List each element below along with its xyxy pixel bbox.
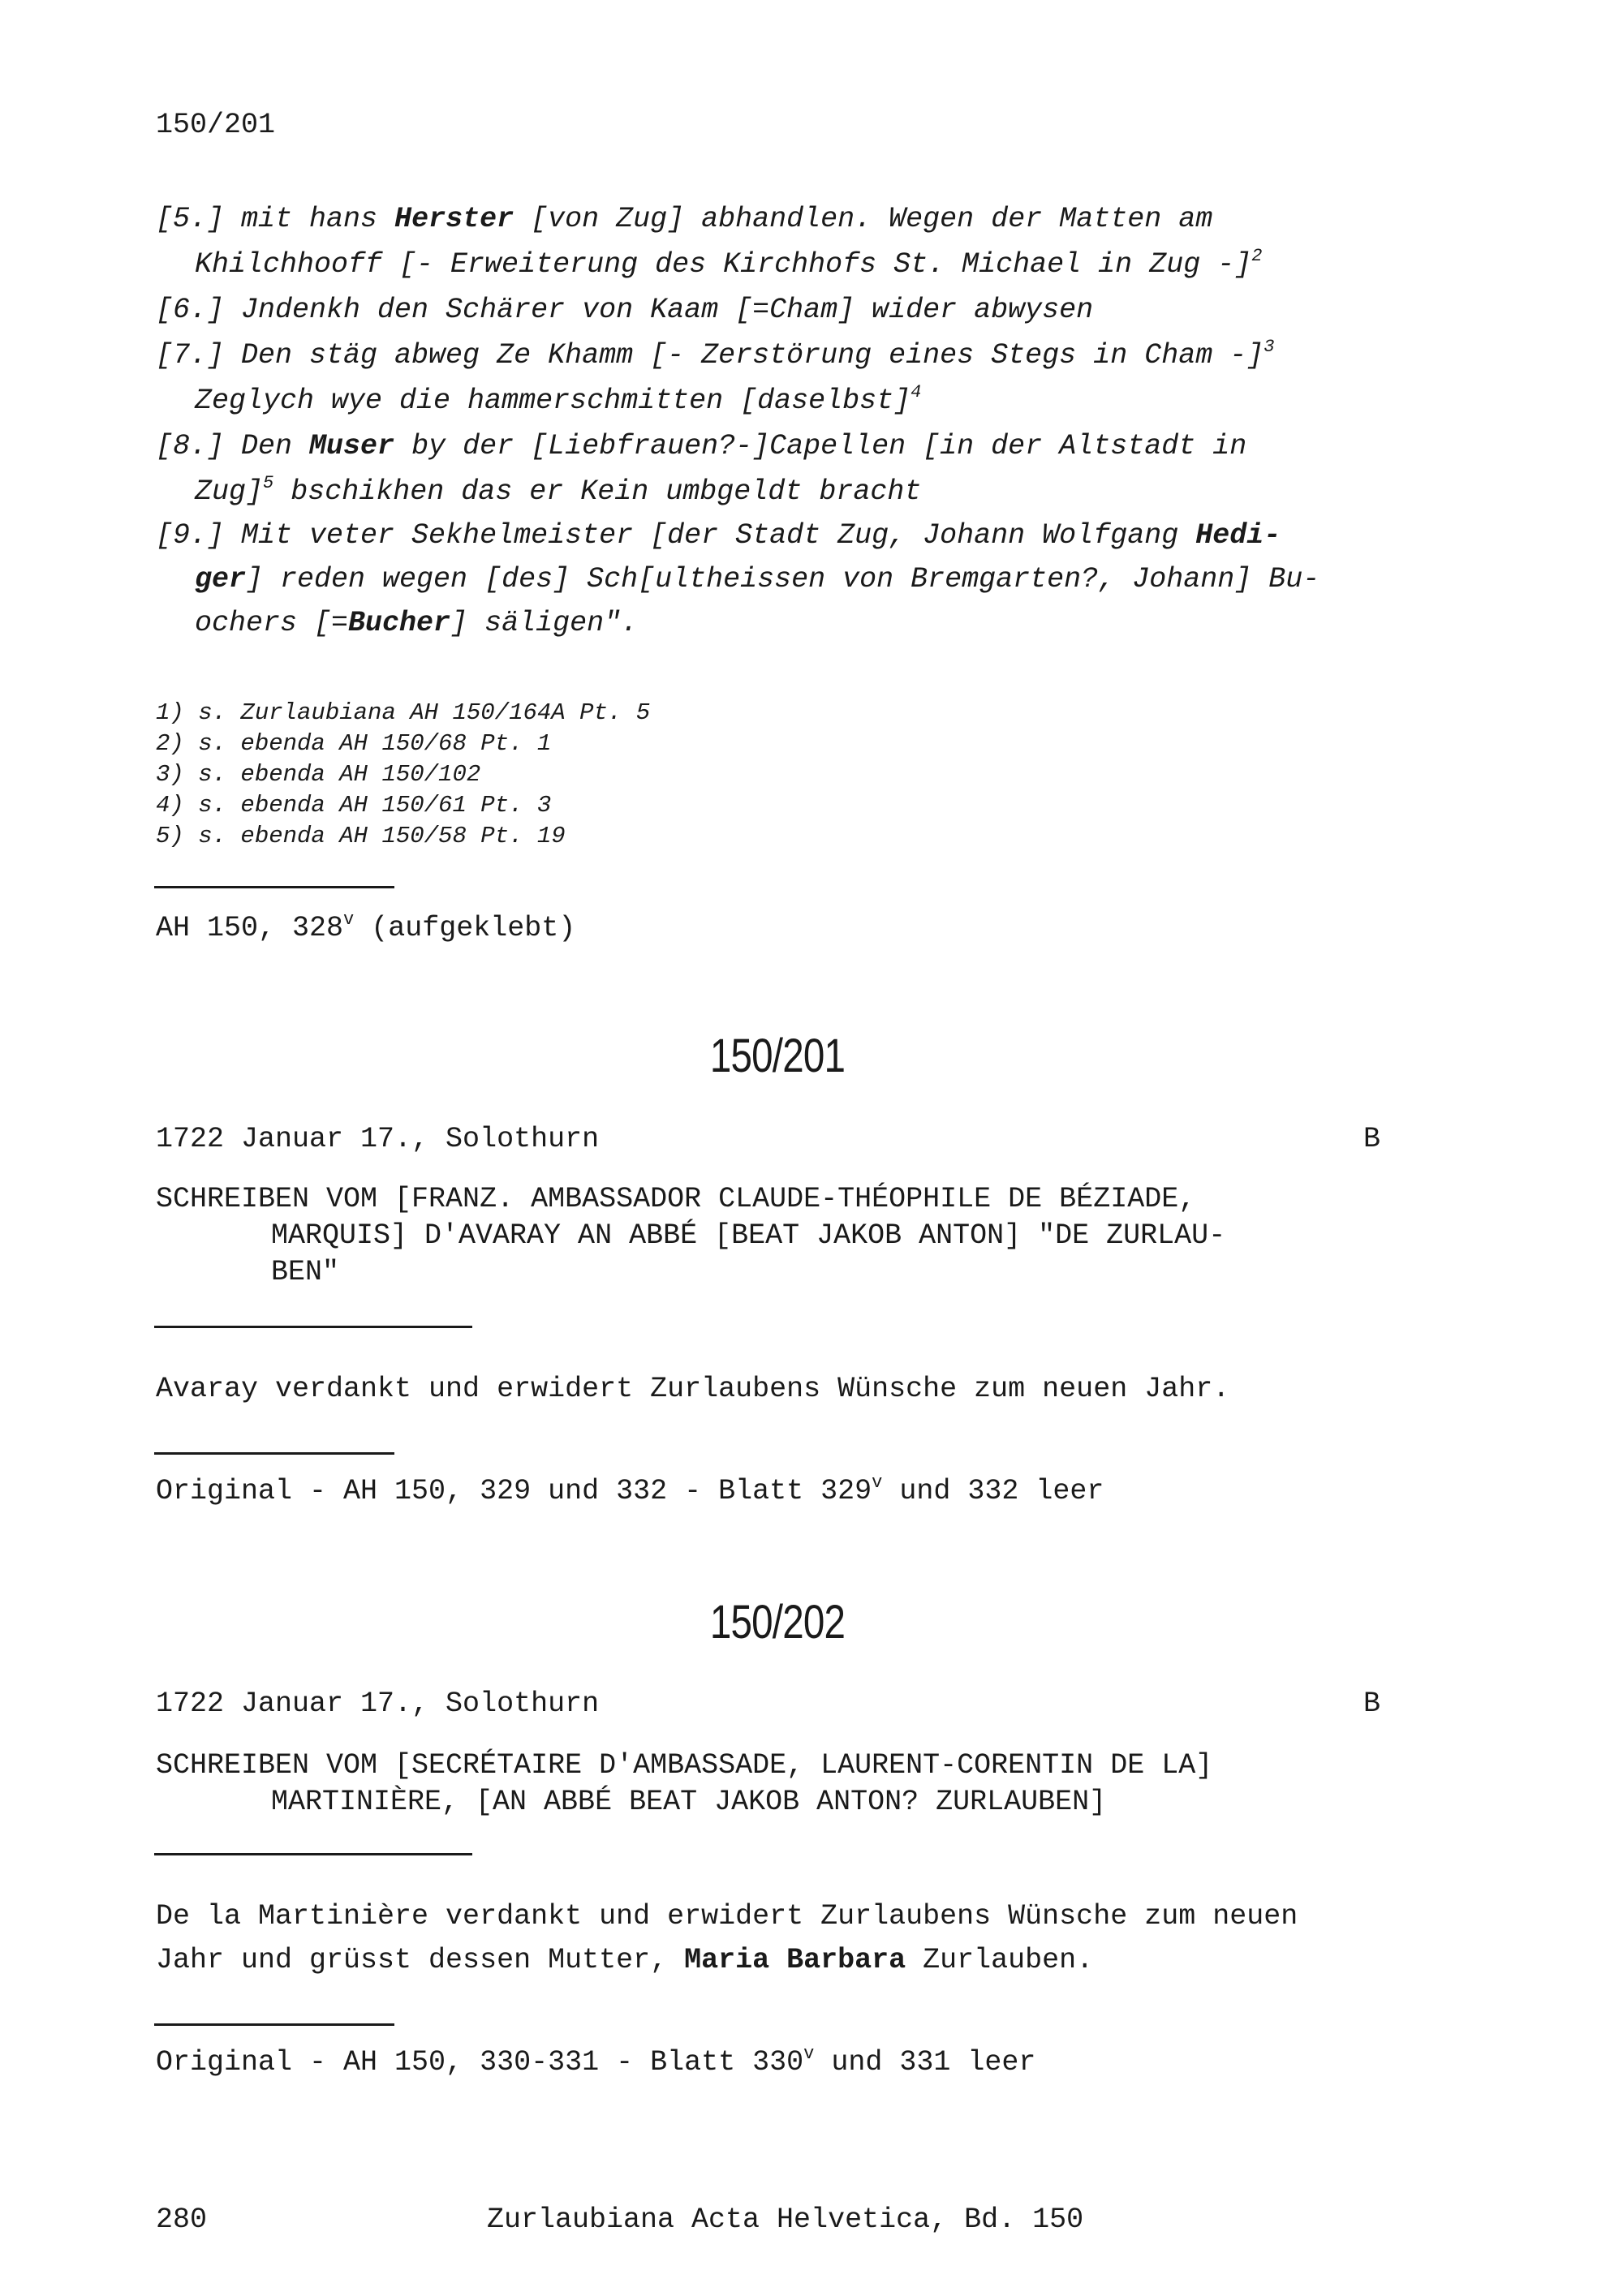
entry-number: 150/202: [709, 1596, 846, 1649]
text-run: Zug]: [195, 475, 264, 508]
text-run: Avaray verdankt und erwidert Zurlaubens Wünsche zum neuen Jahr.: [156, 1373, 1230, 1405]
text-run: [9.] Mit veter Sekhelmeister [der Stadt Zug, Johann Wolfgang: [156, 519, 1196, 552]
entry-title-line: MARQUIS] D'AVARAY AN ABBÉ [BEAT JAKOB ANTON] "DE ZURLAU-: [271, 1219, 1226, 1252]
entry-type-mark: B: [1363, 1123, 1381, 1155]
continuation-line: [195, 475, 921, 508]
text-run: Zeglych wye die hammerschmitten [daselbst]: [195, 385, 911, 417]
footer-page-number: 280: [156, 2204, 208, 2236]
divider: [154, 1853, 472, 1855]
previous-source-tail: (aufgeklebt): [354, 912, 576, 944]
entry-summary-line: [156, 1944, 1093, 1976]
text-run: [5.] mit hans: [156, 203, 395, 235]
entry-title-line: SCHREIBEN VOM [FRANZ. AMBASSADOR CLAUDE-THÉOPHILE DE BÉZIADE,: [156, 1183, 1196, 1215]
entry-title-line: BEN": [271, 1256, 340, 1288]
divider: [154, 886, 394, 888]
entry-source-line: [156, 1475, 1104, 1507]
text-run: ] säligen".: [450, 607, 639, 639]
entry-source-sup: v: [803, 2044, 815, 2064]
name-bold: Maria Barbara: [684, 1944, 906, 1976]
text-run: Jahr und grüsst dessen Mutter,: [156, 1944, 685, 1976]
entry-source-text: Original - AH 150, 329 und 332 - Blatt 329: [156, 1475, 872, 1507]
entry-summary-line: [156, 1900, 1298, 1933]
entry-source-line: [156, 2046, 1035, 2079]
entry-number: 150/201: [709, 1030, 846, 1082]
text-run: [von Zug] abhandlen. Wegen der Matten am: [514, 203, 1213, 235]
continuation-line: [195, 563, 1319, 595]
entry-source-tail: und 332 leer: [882, 1475, 1104, 1507]
divider: [154, 2023, 394, 2026]
text-run: ] reden wegen [des] Sch[ultheissen von Bremgarten?, Johann] Bu-: [246, 563, 1320, 595]
entry-summary-line: [156, 1373, 1229, 1405]
continuation-line: [156, 339, 1274, 372]
text-run: [7.] Den stäg abweg Ze Khamm [- Zerstörung eines Stegs in Cham -]: [156, 339, 1264, 372]
entry-source-text: Original - AH 150, 330-331 - Blatt 330: [156, 2046, 804, 2079]
entry-title-line: MARTINIÈRE, [AN ABBÉ BEAT JAKOB ANTON? ZURLAUBEN]: [271, 1786, 1107, 1818]
continuation-line: [156, 519, 1281, 552]
footnote: 1) s. Zurlaubiana AH 150/164A Pt. 5: [156, 699, 651, 726]
footnote: 4) s. ebenda AH 150/61 Pt. 3: [156, 792, 552, 819]
text-run: Khilchhooff [- Erweiterung des Kirchhofs St. Michael in Zug -]: [195, 248, 1252, 281]
text-run: De la Martinière verdankt und erwidert Zurlaubens Wünsche zum neuen: [156, 1900, 1298, 1933]
footer-publication: Zurlaubiana Acta Helvetica, Bd. 150: [487, 2204, 1084, 2236]
entry-source-tail: und 331 leer: [814, 2046, 1036, 2079]
footnote: 3) s. ebenda AH 150/102: [156, 761, 481, 788]
continuation-line: [195, 248, 1262, 281]
running-header-number: 150/201: [156, 109, 276, 141]
text-run: ochers [=: [195, 607, 349, 639]
name-bold: Hedi-: [1195, 519, 1281, 552]
continuation-line: [156, 430, 1246, 462]
continuation-line: [195, 607, 638, 639]
continuation-line: [156, 203, 1212, 235]
name-bold: Muser: [309, 430, 395, 462]
previous-source-text: AH 150, 328: [156, 912, 344, 944]
text-run: by der [Liebfrauen?-]Capellen [in der Altstadt in: [394, 430, 1247, 462]
text-run: bschikhen das er Kein umbgeldt bracht: [273, 475, 922, 508]
entry-type-mark: B: [1363, 1688, 1381, 1720]
text-run: [8.] Den: [156, 430, 310, 462]
name-bold: Bucher: [348, 607, 451, 639]
footnote: 5) s. ebenda AH 150/58 Pt. 19: [156, 823, 566, 849]
entry-source-sup: v: [872, 1473, 883, 1493]
footnote: 2) s. ebenda AH 150/68 Pt. 1: [156, 730, 552, 757]
footnote-ref: 2: [1251, 246, 1263, 266]
entry-date-place: 1722 Januar 17., Solothurn: [156, 1688, 600, 1720]
divider: [154, 1452, 394, 1455]
name-bold: ger: [195, 563, 247, 595]
text-run: [6.] Jndenkh den Schärer von Kaam [=Cham] wider abwysen: [156, 294, 1094, 326]
continuation-line: [156, 294, 1093, 326]
divider: [154, 1326, 472, 1328]
previous-source-line: [156, 909, 576, 944]
footnote-ref: 3: [1264, 337, 1275, 357]
continuation-line: [195, 382, 922, 417]
entry-title-line: SCHREIBEN VOM [SECRÉTAIRE D'AMBASSADE, LAURENT-CORENTIN DE LA]: [156, 1749, 1213, 1782]
entry-date-place: 1722 Januar 17., Solothurn: [156, 1123, 600, 1155]
previous-source-sup: v: [343, 909, 355, 930]
name-bold: Herster: [394, 203, 514, 235]
text-run: Zurlauben.: [906, 1944, 1094, 1976]
footnote-ref: 5: [263, 473, 274, 493]
footnote-ref: 4: [911, 382, 922, 402]
